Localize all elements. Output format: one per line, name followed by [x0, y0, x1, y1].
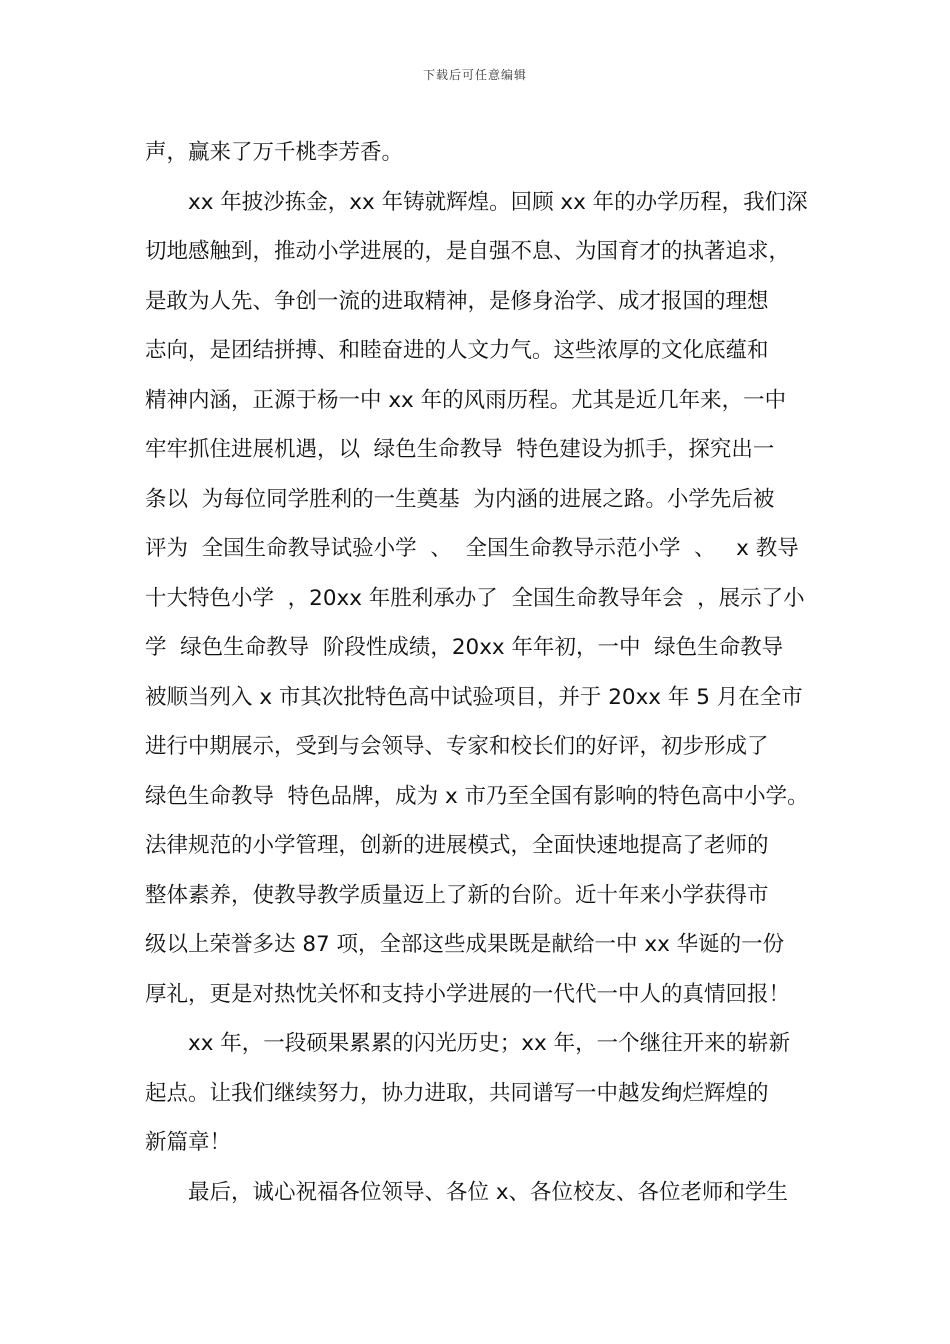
text-line: xx 年，一段硕果累累的闪光历史；xx 年，一个继往开来的崭新: [188, 1031, 791, 1056]
text-line: 新篇章！: [145, 1130, 232, 1155]
text-line: 精神内涵，正源于杨一中 xx 年的风雨历程。尤其是近几年来，一中: [145, 387, 787, 413]
text-line: 被顺当列入 x 市其次批特色高中试验项目，并于 20xx 年 5 月在全市: [145, 684, 803, 710]
text-line: 声，赢来了万千桃李芳香。: [145, 140, 404, 165]
text-line: 法律规范的小学管理，创新的进展模式，全面快速地提高了老师的: [145, 833, 769, 858]
page-header: 下载后可任意编辑: [422, 68, 527, 82]
text-line: 进行中期展示，受到与会领导、专家和校长们的好评，初步形成了: [145, 734, 769, 759]
text-line: 志向，是团结拼搏、和睦奋进的人文力气。这些浓厚的文化底蕴和: [145, 338, 769, 363]
text-line: 厚礼，更是对热忱关怀和支持小学进展的一代代一中人的真情回报！: [145, 981, 791, 1007]
text-line: 级以上荣誉多达 87 项，全部这些成果既是献给一中 xx 华诞的一份: [145, 932, 785, 957]
text-line: 最后，诚心祝福各位领导、各位 x、各位校友、各位老师和学生: [188, 1179, 789, 1205]
text-line: 条以 为每位同学胜利的一生奠基 为内涵的进展之路。小学先后被: [145, 486, 775, 512]
text-line: 起点。让我们继续努力，协力进取，共同谱写一中越发绚烂辉煌的: [145, 1080, 769, 1106]
text-line: 绿色生命教导 特色品牌，成为 x 市乃至全国有影响的特色高中小学。: [145, 783, 809, 809]
text-line: 牢牢抓住进展机遇，以 绿色生命教导 特色建设为抓手，探究出一: [145, 437, 775, 462]
text-line: 评为 全国生命教导试验小学 、 全国生命教导示范小学 、 x 教导: [145, 536, 799, 561]
text-line: xx 年披沙拣金，xx 年铸就辉煌。回顾 xx 年的办学历程，我们深: [188, 189, 808, 215]
text-line: 整体素养，使教导教学质量迈上了新的台阶。近十年来小学获得市: [145, 882, 769, 908]
document-body: [145, 128, 817, 1217]
text-line: 学 绿色生命教导 阶段性成绩，20xx 年年初，一中 绿色生命教导: [145, 635, 784, 660]
text-line: 切地感触到，推动小学进展的，是自强不息、为国育才的执著追求，: [145, 239, 791, 264]
text-line: 十大特色小学 ，20xx 年胜利承办了 全国生命教导年会 ，展示了小: [145, 585, 805, 611]
text-line: 是敢为人先、争创一流的进取精神，是修身治学、成才报国的理想: [145, 288, 769, 314]
